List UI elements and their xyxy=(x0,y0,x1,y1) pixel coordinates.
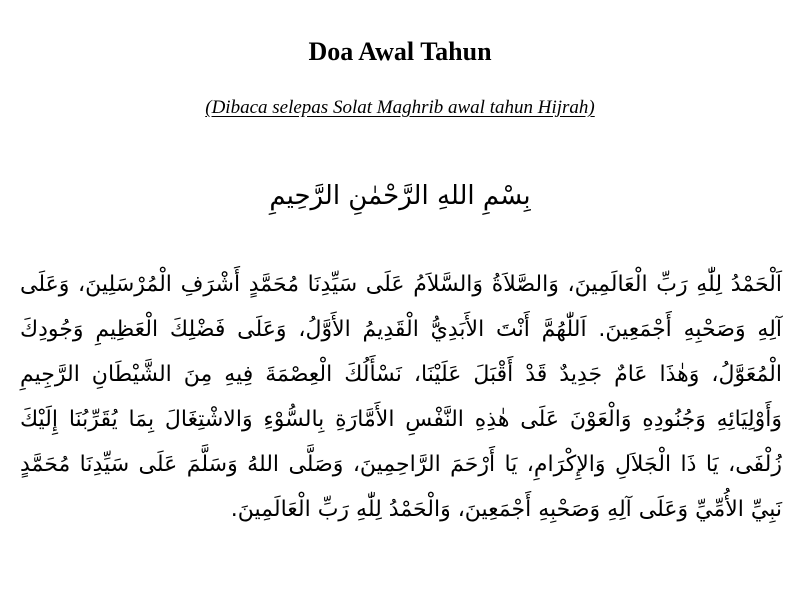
subtitle-text: (Dibaca selepas Solat Maghrib awal tahun Hijrah) xyxy=(205,97,595,118)
page-subtitle xyxy=(0,95,800,121)
basmalah-line: بِسْمِ اللهِ الرَّحْمٰنِ الرَّحِيمِ xyxy=(269,181,531,211)
doa-body-text: اَلْحَمْدُ لِلّٰهِ رَبِّ الْعَالَمِينَ، وَالصَّلاَةُ وَالسَّلاَمُ عَلَى سَيِّدِنَا مُحَمَّدٍ أَشْرَفِ الْمُرْسَلِينَ، وَعَلَى آلِهِ وَصَحْبِهِ أَجْمَعِينَ. اَللّٰهُمَّ أَنْتَ الأَبَدِيُّ الْقَدِيمُ الأَوَّلُ، وَعَلَى فَضْلِكَ الْعَظِيمِ وَجُودِكَ الْمُعَوَّلُ، وَهٰذَا عَامٌ جَدِيدٌ قَدْ أَقْبَلَ عَلَيْنَا، نَسْأَلُكَ الْعِصْمَةَ فِيهِ مِنَ الشَّيْطَانِ الرَّجِيمِ وَأَوْلِيَائِهِ وَجُنُودِهِ وَالْعَوْنَ عَلَى هٰذِهِ النَّفْسِ الأَمَّارَةِ بِالسُّوْءِ وَالاشْتِغَالَ بِمَا يُقَرِّبُنَا إِلَيْكَ زُلْفَى، يَا ذَا الْجَلاَلِ وَالإِكْرَامِ، يَا أَرْحَمَ الرَّاحِمِينَ، وَصَلَّى اللهُ وَسَلَّمَ عَلَى سَيِّدِنَا مُحَمَّدٍ نَبِيِّ الأُمِّيِّ وَعَلَى آلِهِ وَصَحْبِهِ أَجْمَعِينَ، وَالْحَمْدُ لِلّٰهِ رَبِّ الْعَالَمِينَ. xyxy=(20,272,782,522)
page-title: Doa Awal Tahun xyxy=(308,37,492,66)
